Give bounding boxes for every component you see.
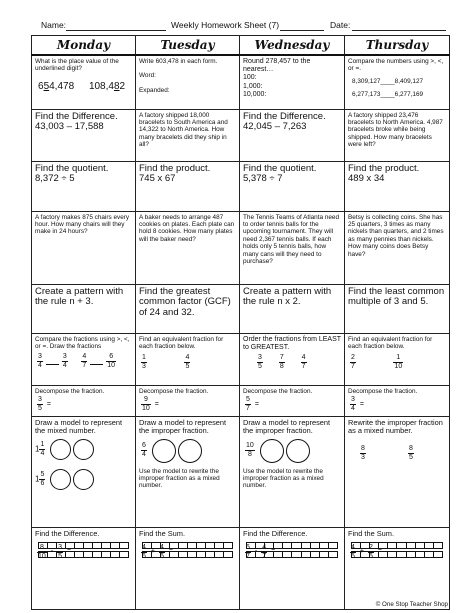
thu-improper-to-mixed[interactable] [345, 416, 450, 527]
tue-fraction-sum[interactable]: Find the Sum. $\frac{4}{6}$ + $\frac{4}{6}$ = [136, 527, 240, 609]
thu-equivalent-fractions[interactable] [345, 333, 450, 385]
thu-word-problem[interactable] [345, 109, 450, 161]
fraction: $\frac{3}{4}$ [62, 353, 67, 370]
thu-product[interactable] [345, 161, 450, 211]
copyright-footer: © One Stop Teacher Shop [375, 601, 448, 608]
tue-product[interactable] [136, 161, 240, 211]
fraction: $\frac{3}{5}$ [258, 353, 262, 370]
wed-word-problem[interactable] [240, 211, 345, 284]
question-text: Decompose the fraction. [35, 387, 105, 395]
question-text: Find an equivalent fraction for each fraction below. [348, 335, 433, 350]
fraction: $\frac{2}{5}$ [369, 543, 373, 560]
number-b: 108,482 [88, 80, 126, 92]
compare-2: 6,277,173____6,277,169 [352, 91, 424, 99]
worksheet-header [0, 20, 474, 34]
question-text: Find the product. [348, 162, 420, 174]
fraction-bar-models[interactable] [38, 540, 129, 558]
fraction: $\frac{3}{5}$ [38, 395, 42, 412]
question-text: Find the Sum. [139, 528, 186, 538]
wed-quotient[interactable] [240, 161, 345, 211]
fraction: $\frac{6}{4}$ [142, 442, 146, 458]
wed-decompose[interactable]: Decompose the fraction. $\frac{5}{7}$ = [240, 385, 345, 416]
circle-model[interactable] [50, 469, 71, 490]
instruction-note: Use the model to rewrite the improper fraction as a mixed number. [243, 467, 324, 490]
circle-model[interactable] [73, 439, 94, 460]
name-line[interactable] [66, 30, 166, 31]
thu-word-problem-2[interactable] [345, 211, 450, 284]
expression: 745 x 67 [139, 173, 176, 184]
bar-model[interactable] [142, 542, 233, 549]
question-text: Decompose the fraction. [139, 387, 209, 395]
expanded-label: Expanded: [139, 86, 170, 94]
mon-place-value[interactable] [32, 55, 136, 109]
expression: 8,372 ÷ 5 [35, 173, 75, 184]
fraction: $\frac{4}{7}$ [301, 353, 306, 370]
mon-word-problem[interactable] [32, 211, 136, 284]
thu-lcm[interactable] [345, 284, 450, 333]
thu-decompose[interactable]: Decompose the fraction. $\frac{3}{4}$ = [345, 385, 450, 416]
bar-model[interactable] [351, 542, 443, 549]
wed-order-fractions[interactable] [240, 333, 345, 385]
day-monday: Monday [32, 36, 136, 56]
question-text: Decompose the fraction. [348, 387, 418, 395]
compare-1: 8,309,127____8,409,127 [352, 77, 424, 85]
fraction: $\frac{1}{4}$ [40, 440, 45, 457]
question-text: A factory makes 875 chairs every hour. How many chairs will they make in 24 hours? [35, 213, 130, 236]
question-text: Find the quotient. [35, 162, 109, 174]
mon-mixed-model[interactable]: Draw a model to represent the mixed number. 1 $\frac{1}{4}$ 1 $\frac{5}{6}$ [32, 416, 136, 527]
fraction: $\frac{4}{6}$ [160, 543, 164, 560]
question-text: Find the least common multiple of 3 and 5. [348, 285, 445, 307]
fraction-bar-models[interactable] [246, 540, 338, 558]
question-text: Decompose the fraction. [243, 387, 313, 395]
mon-quotient[interactable] [32, 161, 136, 211]
tue-word-problem-2[interactable] [136, 211, 240, 284]
mon-compare-fractions[interactable] [32, 333, 136, 385]
question-text: Find the Sum. [348, 528, 395, 538]
fraction: $\frac{4}{5}$ [185, 354, 190, 371]
wed-rounding[interactable] [240, 55, 345, 109]
question-text: Compare the fractions using >, <, or =. Draw the fractions [35, 335, 130, 350]
fraction: $\frac{5}{7}$ [246, 543, 250, 560]
question-text: A factory shipped 23,476 bracelets to North America. 4,987 bracelets broke while being shipped. How many bracelets were left? [348, 111, 443, 149]
circle-model[interactable] [73, 469, 94, 490]
fraction-bar-models[interactable] [351, 540, 443, 558]
circle-model[interactable] [260, 439, 284, 463]
bar-model[interactable] [351, 551, 443, 558]
fraction: $\frac{3}{5}$ [58, 543, 63, 560]
question-text: Create a pattern with the rule n + 3. [35, 285, 124, 307]
expression: 489 x 34 [348, 173, 385, 184]
question-text: Find the product. [139, 162, 211, 174]
worksheet-title: Weekly Homework Sheet (7) [171, 20, 280, 30]
date-label: Date: [330, 20, 351, 30]
tue-equivalent-fractions[interactable] [136, 333, 240, 385]
fraction: $\frac{8}{5}$ [409, 444, 413, 461]
fraction: $\frac{10}{8}$ [246, 442, 254, 458]
question-text: Find the Difference. [35, 110, 118, 122]
thu-compare[interactable] [345, 55, 450, 109]
bar-model[interactable] [38, 542, 129, 549]
day-wednesday: Wednesday [240, 36, 345, 56]
number-a: 654,478 [38, 80, 75, 92]
wed-difference[interactable] [240, 109, 345, 161]
expression: 42,045 – 7,263 [243, 121, 307, 132]
name-label: Name: [41, 20, 67, 30]
fraction: $\frac{3}{4}$ [351, 395, 355, 412]
thu-fraction-sum[interactable]: Find the Sum. $\frac{4}{5}$ + $\frac{2}{5}$ = [345, 527, 450, 609]
tue-write-forms[interactable] [136, 55, 240, 109]
mon-fraction-difference[interactable]: Find the Difference. $\frac{8}{10}$ - $\frac{3}{5}$ = [32, 527, 136, 609]
circle-model[interactable] [152, 439, 176, 463]
round-10000-label: 10,000: [243, 90, 267, 98]
question-text: A factory shipped 18,000 bracelets to South America and 14,322 to North America. How many bracelets did they ship in all? [139, 111, 228, 149]
question-text: Compare the numbers using >, <, or =. [348, 58, 444, 73]
round-1000-label: 1,000: [243, 82, 263, 90]
fraction: $\frac{3}{4}$ [38, 353, 42, 370]
mon-difference[interactable] [32, 109, 136, 161]
word-label: Word: [139, 72, 156, 80]
question-text: Find the Difference. [243, 528, 308, 538]
date-line[interactable] [352, 30, 446, 31]
tue-decompose[interactable]: Decompose the fraction. $\frac{9}{10}$ = [136, 385, 240, 416]
fraction: $\frac{1}{10}$ [394, 354, 403, 371]
question-text: Find an equivalent fraction for each fraction below. [139, 335, 224, 350]
question-text: Find the greatest common factor (GCF) of 24 and 32. [139, 285, 231, 318]
wed-pattern[interactable] [240, 284, 345, 333]
fraction-bar-models[interactable] [142, 540, 233, 558]
day-tuesday: Tuesday [136, 36, 240, 56]
question-text: Create a pattern with the rule n x 2. [243, 285, 332, 307]
fraction: $\frac{4}{7}$ [82, 353, 87, 370]
question-text: Draw a model to represent the improper fraction. [243, 417, 331, 435]
question-text: Find the Difference. [35, 528, 100, 538]
question-text: A baker needs to arrange 487 cookies on plates. Each plate can hold 8 cookies. How many plates will the baker need? [139, 213, 235, 243]
bar-model[interactable] [38, 551, 129, 558]
bar-model[interactable] [246, 551, 338, 558]
round-100-label: 100: [243, 74, 257, 82]
question-text: Betsy is collecting coins. She has 25 quarters, 3 times as many nickels than quarters, and 2 times as many pennies than nickels. How many coins does Betsy have? [348, 213, 444, 258]
tue-improper-model[interactable] [136, 416, 240, 527]
question-text: Find the quotient. [243, 162, 317, 174]
bar-model[interactable] [246, 542, 338, 549]
fraction: $\frac{4}{7}$ [262, 543, 267, 560]
question-text: What is the place value of the underlined digit? [35, 58, 119, 73]
fraction: $\frac{4}{6}$ [142, 543, 146, 560]
fraction: $\frac{5}{6}$ [40, 470, 45, 487]
question-text: Find the Difference. [243, 110, 326, 122]
fraction: $\frac{6}{10}$ [107, 353, 116, 370]
question-text: Rewrite the improper fraction as a mixed number. [348, 417, 443, 435]
circle-model[interactable] [50, 439, 71, 460]
circle-model[interactable] [286, 439, 310, 463]
wed-fraction-difference[interactable]: Find the Difference. $\frac{5}{7}$ - $\frac{4}{7}$ = [240, 527, 345, 609]
question-text: The Tennis Teams of Atlanta need to order tennis balls for the upcoming tournament. They will need 2,367 tennis balls. If each holds only 5 tennis balls, how many cans will they need to purchase? [243, 213, 340, 265]
fraction: $\frac{4}{5}$ [351, 543, 355, 560]
fraction: $\frac{8}{3}$ [361, 444, 365, 461]
fraction: $\frac{5}{7}$ [246, 395, 250, 412]
day-thursday: Thursday [345, 36, 450, 56]
question-text: Draw a model to represent the mixed number. [35, 417, 123, 435]
question-text: Write 603,478 in each form. [139, 58, 218, 65]
mon-pattern[interactable] [32, 284, 136, 333]
tue-gcf[interactable] [136, 284, 240, 333]
fraction: $\frac{1}{3}$ [142, 354, 146, 371]
mon-decompose[interactable]: Decompose the fraction. $\frac{3}{5}$ = [32, 385, 136, 416]
circle-model[interactable] [178, 439, 202, 463]
question-text: Round 278,457 to the nearest… [243, 58, 311, 74]
fraction: $\frac{2}{7}$ [351, 354, 355, 371]
fraction: $\frac{7}{8}$ [279, 353, 284, 370]
instruction-note: Use the model to rewrite the improper fraction as a mixed number. [139, 467, 220, 490]
question-text: Draw a model to represent the improper fraction. [139, 417, 227, 435]
tue-word-problem[interactable] [136, 109, 240, 161]
wed-improper-model[interactable] [240, 416, 345, 527]
title-line [280, 30, 324, 31]
expression: 43,003 – 17,588 [35, 121, 104, 132]
expression: 5,378 ÷ 7 [243, 173, 283, 184]
fraction: $\frac{9}{10}$ [142, 395, 150, 412]
fraction: $\frac{8}{10}$ [38, 543, 46, 560]
question-text: Order the fractions from LEAST to GREATEST. [243, 335, 341, 351]
bar-model[interactable] [142, 551, 233, 558]
homework-grid [31, 35, 450, 610]
